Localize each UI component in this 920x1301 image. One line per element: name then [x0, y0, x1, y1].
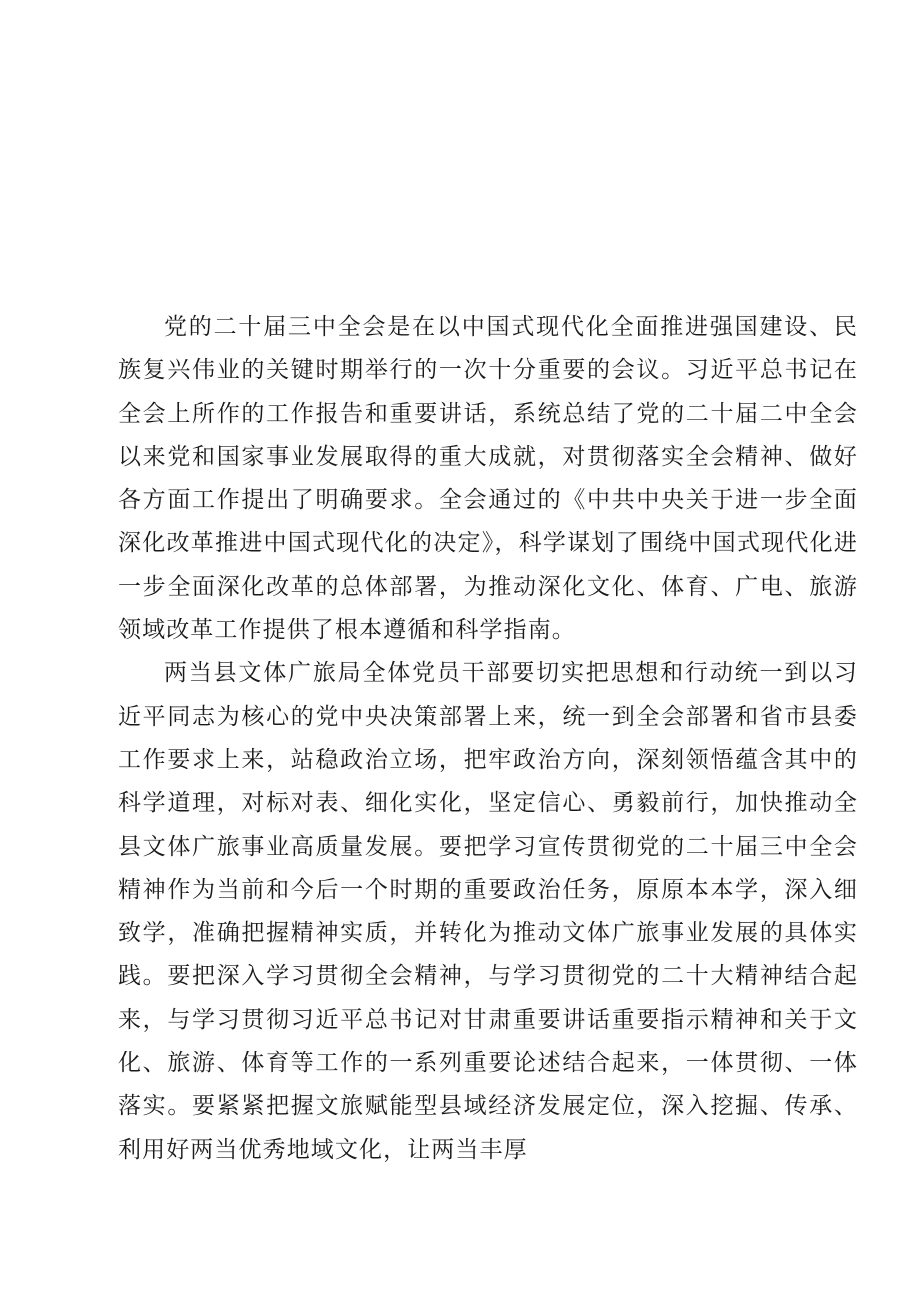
- paragraph-1: 党的二十届三中全会是在以中国式现代化全面推进强国建设、民族复兴伟业的关键时期举行的一次十分重要的会议。习近平总书记在全会上所作的工作报告和重要讲话，系统总结了党的二十届二中全会以来党和国家事业发展取得的重大成就，对贯彻落实全会精神、做好各方面工作提出了明确要求。全会通过的《中共中央关于进一步全面深化改革推进中国式现代化的决定》，科学谋划了围绕中国式现代化进一步全面深化改革的总体部署，为推动深化文化、体育、广电、旅游领域改革工作提供了根本遵循和科学指南。: [118, 314, 858, 644]
- paragraph-2: 两当县文体广旅局全体党员干部要切实把思想和行动统一到以习近平同志为核心的党中央决策部署上来，统一到全会部署和省市县委工作要求上来，站稳政治立场，把牢政治方向，深刻领悟蕴含其中的科学道理，对标对表、细化实化，坚定信心、勇毅前行，加快推动全县文体广旅事业高质量发展。要把学习宣传贯彻党的二十届三中全会精神作为当前和今后一个时期的重要政治任务，原原本本学，深入细致学，准确把握精神实质，并转化为推动文体广旅事业发展的具体实践。要把深入学习贯彻全会精神，与学习贯彻党的二十大精神结合起来，与学习贯彻习近平总书记对甘肃重要讲话重要指示精神和关于文化、旅游、体育等工作的一系列重要论述结合起来，一体贯彻、一体落实。要紧紧把握文旅赋能型县域经济发展定位，深入挖掘、传承、利用好两当优秀地域文化，让两当丰厚: [118, 660, 858, 1163]
- document-body: [118, 306, 858, 1172]
